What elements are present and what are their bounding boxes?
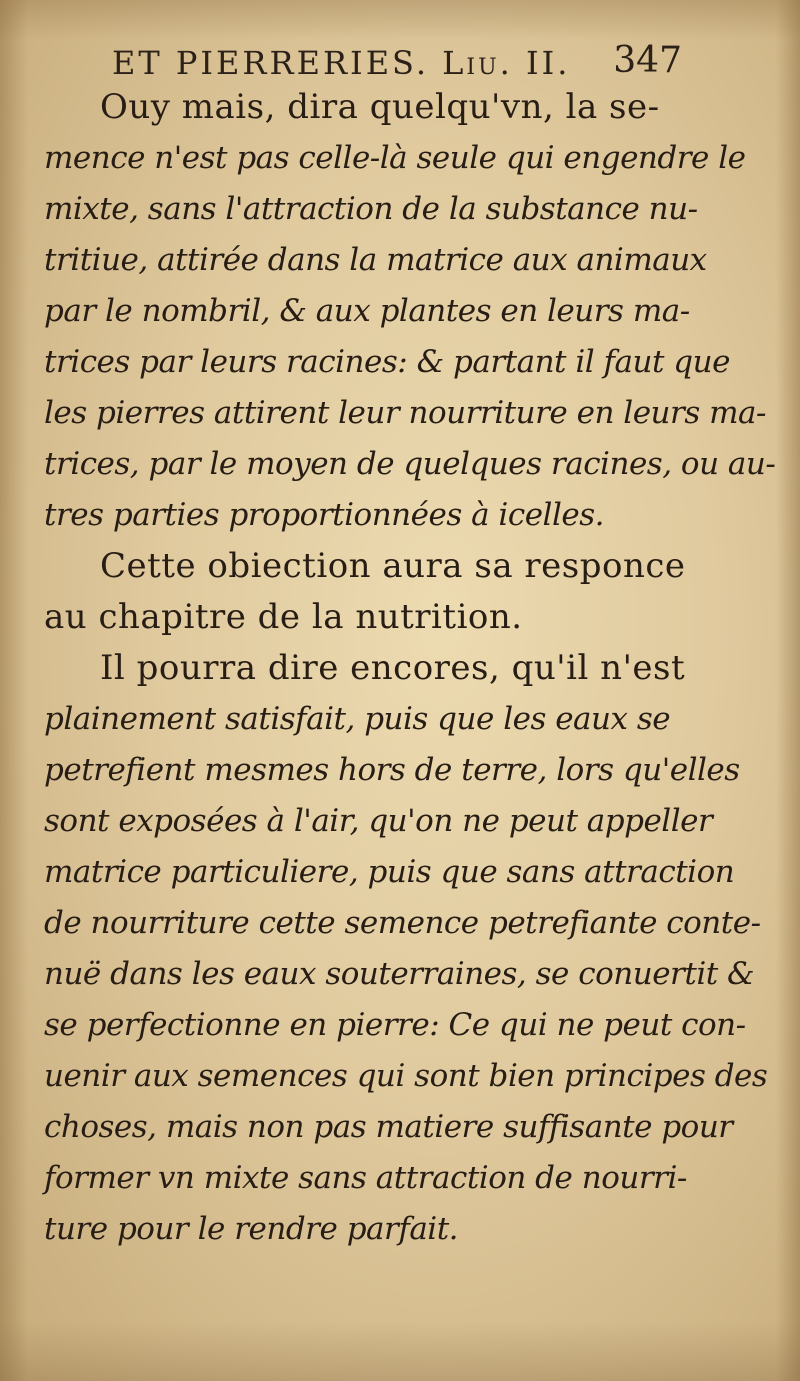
text-line: ture pour le rendre parfait. <box>44 1211 459 1247</box>
text-line: matrice particuliere, puis que sans attraction <box>44 854 735 890</box>
page-number: 347 <box>613 40 682 81</box>
text-line: mixte, sans l'attraction de la substance nu- <box>44 191 698 227</box>
page-shadow-left <box>0 0 28 1381</box>
page-shadow-right <box>776 0 800 1381</box>
text-line: tres parties proportionnées à icelles. <box>44 497 604 533</box>
text-line: se perfectionne en pierre: Ce qui ne peut con- <box>44 1007 746 1043</box>
text-line: tritiue, attirée dans la matrice aux animaux <box>44 242 707 278</box>
text-line: Il pourra dire encores, qu'il n'est <box>100 648 686 688</box>
text-line: trices, par le moyen de quelques racines, ou au- <box>44 446 776 482</box>
text-line: mence n'est pas celle-là seule qui engendre le <box>44 140 746 176</box>
text-line: choses, mais non pas matiere suffisante pour <box>44 1109 733 1145</box>
text-line: les pierres attirent leur nourriture en leurs ma- <box>44 395 766 431</box>
text-line: petrefient mesmes hors de terre, lors qu'elles <box>44 752 740 788</box>
page-shadow-bottom <box>0 1321 800 1381</box>
text-line: uenir aux semences qui sont bien principes des <box>44 1058 768 1094</box>
text-line: plainement satisfait, puis que les eaux se <box>44 701 671 737</box>
text-line: nuë dans les eaux souterraines, se conuertit & <box>44 956 755 992</box>
text-line: Ouy mais, dira quelqu'vn, la se- <box>100 87 660 127</box>
page-header <box>112 36 682 88</box>
text-line: par le nombril, & aux plantes en leurs ma- <box>44 293 690 329</box>
text-line: trices par leurs racines: & partant il faut que <box>44 344 730 380</box>
body-text <box>44 82 776 1255</box>
text-line: au chapitre de la nutrition. <box>44 597 523 637</box>
text-line: de nourriture cette semence petrefiante conte- <box>44 905 761 941</box>
running-head: ET PIERRERIES. Liu. II. <box>112 44 571 82</box>
text-line: Cette obiection aura sa responce <box>100 546 686 586</box>
text-line: former vn mixte sans attraction de nourri- <box>44 1160 687 1196</box>
text-line: sont exposées à l'air, qu'on ne peut appeller <box>44 803 713 839</box>
page-shadow-top <box>0 0 800 40</box>
